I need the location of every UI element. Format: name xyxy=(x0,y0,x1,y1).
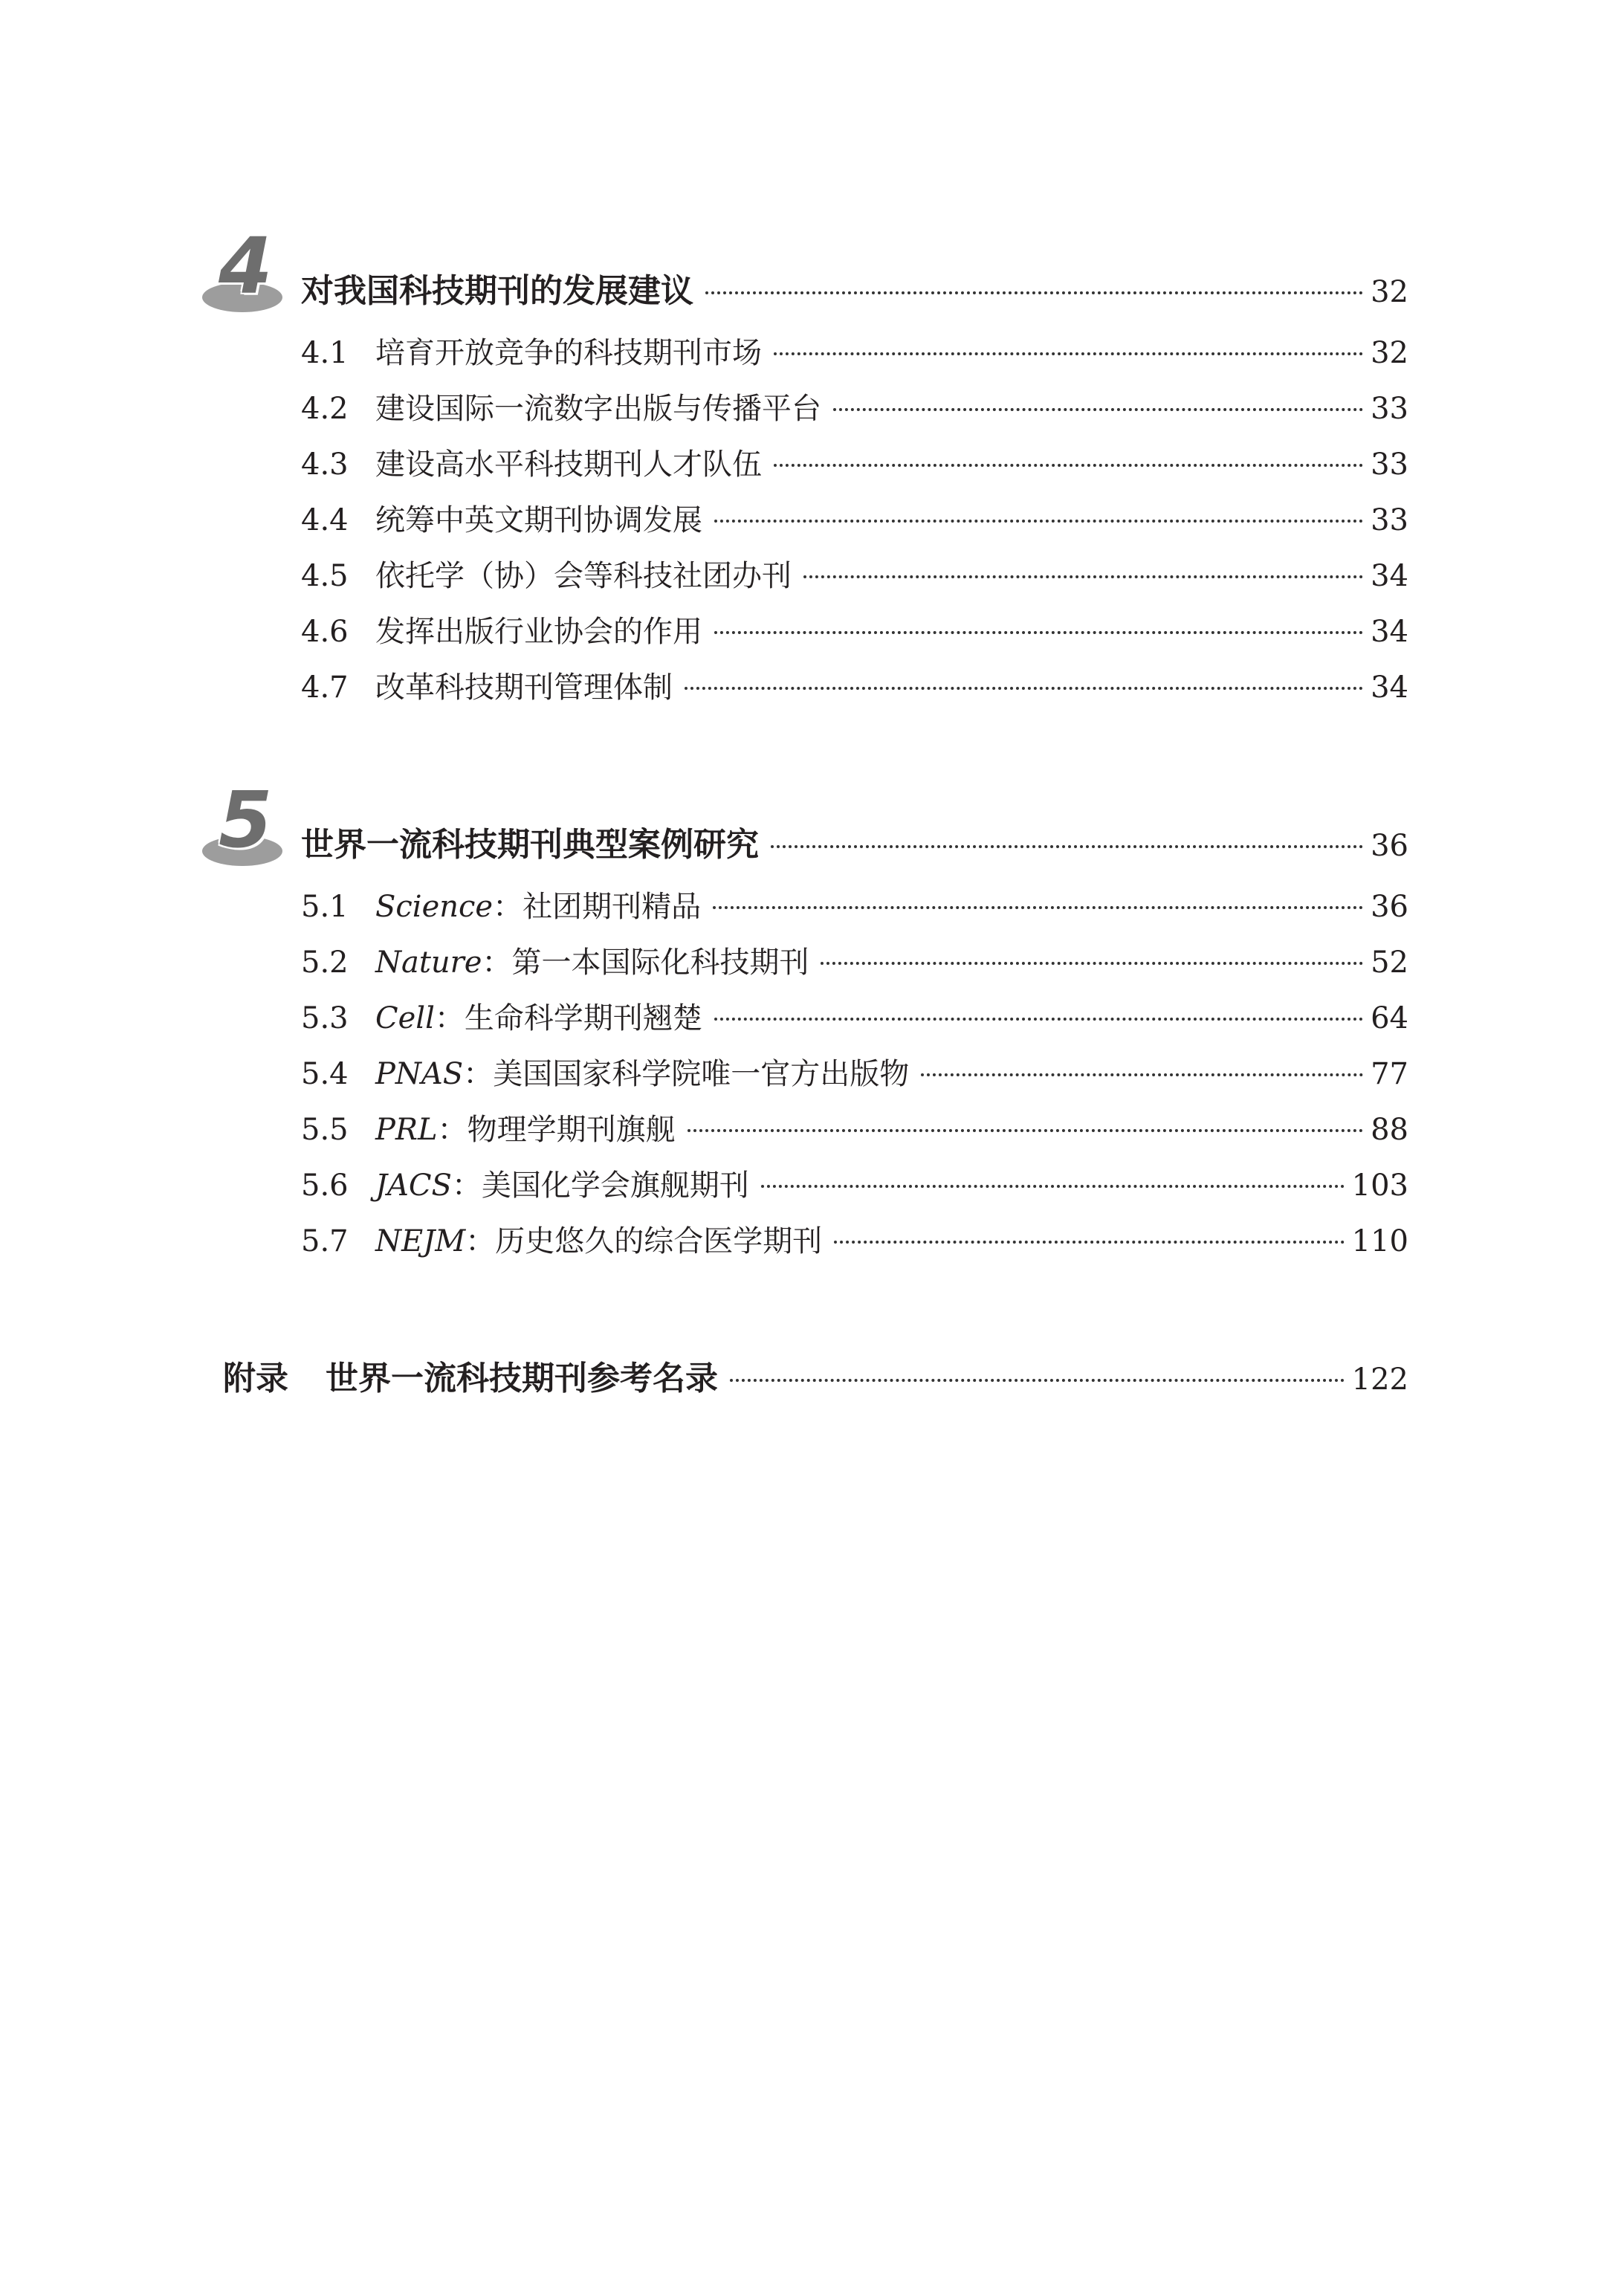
leader-dots xyxy=(714,1018,1363,1021)
section-title xyxy=(375,329,762,372)
section-title-text: ：物理学期刊旗舰 xyxy=(437,1113,676,1147)
section-title xyxy=(375,664,673,706)
section-title xyxy=(375,1106,676,1148)
section-number: 4.5 xyxy=(301,559,349,593)
page-number: 34 xyxy=(1371,615,1408,649)
appendix-label: 附录 xyxy=(223,1360,288,1397)
leader-dots xyxy=(761,1185,1345,1188)
page-number: 34 xyxy=(1371,670,1408,705)
toc-appendix-row[interactable] xyxy=(223,1351,1408,1396)
page-number: 36 xyxy=(1371,829,1408,863)
toc-section-row[interactable] xyxy=(301,441,1408,485)
section-number: 5.2 xyxy=(301,946,349,980)
section-number: 5.7 xyxy=(301,1224,349,1258)
section-title-text: ：第一本国际化科技期刊 xyxy=(482,946,809,980)
page-number: 32 xyxy=(1371,275,1408,309)
leader-dots xyxy=(714,631,1363,634)
leader-dots xyxy=(705,291,1363,294)
page-number: 103 xyxy=(1351,1169,1408,1203)
chapter-title: 世界一流科技期刊典型案例研究 xyxy=(301,826,759,864)
journal-name: NEJM xyxy=(375,1224,466,1258)
toc-section-row[interactable] xyxy=(301,329,1408,374)
toc-section-row[interactable] xyxy=(301,1218,1408,1262)
leader-dots xyxy=(834,1241,1344,1244)
journal-name: Science xyxy=(375,890,494,924)
page-number: 34 xyxy=(1371,559,1408,593)
leader-dots xyxy=(774,352,1363,355)
section-title-text: 依托学（协）会等科技社团办刊 xyxy=(375,559,792,593)
section-title-text: 建设国际一流数字出版与传播平台 xyxy=(375,392,821,426)
leader-dots xyxy=(774,464,1363,467)
section-number: 5.6 xyxy=(301,1169,349,1203)
page-number: 33 xyxy=(1371,392,1408,426)
leader-dots xyxy=(730,1379,1345,1382)
section-title-text: ：生命科学期刊翘楚 xyxy=(434,1001,702,1035)
section-title xyxy=(375,1218,822,1260)
chapter-badge xyxy=(202,775,291,872)
section-title xyxy=(375,441,762,483)
section-title xyxy=(375,1050,909,1093)
toc-section-row[interactable] xyxy=(301,385,1408,430)
leader-dots xyxy=(713,906,1363,909)
chapter-badge xyxy=(202,221,291,318)
section-title xyxy=(375,497,702,539)
chapter-title: 对我国科技期刊的发展建议 xyxy=(301,272,693,310)
section-title xyxy=(375,883,701,925)
section-title-text: 改革科技期刊管理体制 xyxy=(375,670,673,705)
section-title-text: ：美国国家科学院唯一官方出版物 xyxy=(463,1057,910,1091)
section-title-text: 统筹中英文期刊协调发展 xyxy=(375,503,702,537)
page-number: 36 xyxy=(1371,890,1408,924)
section-title-text: ：美国化学会旗舰期刊 xyxy=(451,1169,749,1203)
page-number: 33 xyxy=(1371,447,1408,482)
leader-dots xyxy=(688,1129,1364,1132)
leader-dots xyxy=(771,845,1363,848)
section-number: 4.7 xyxy=(301,670,349,705)
toc-section-row[interactable] xyxy=(301,664,1408,708)
leader-dots xyxy=(685,687,1363,690)
page-number: 64 xyxy=(1371,1001,1408,1035)
leader-dots xyxy=(714,520,1363,523)
toc-section-row[interactable] xyxy=(301,1162,1408,1206)
section-title xyxy=(375,1162,749,1204)
section-title xyxy=(375,552,792,595)
toc-section-row[interactable] xyxy=(301,1050,1408,1095)
toc-section-row[interactable] xyxy=(301,1106,1408,1151)
leader-dots xyxy=(803,575,1363,578)
journal-name: Cell xyxy=(375,1001,435,1035)
chapter-number: 4 xyxy=(219,221,273,311)
journal-name: Nature xyxy=(375,946,482,980)
page-number: 52 xyxy=(1371,946,1408,980)
toc-section-row[interactable] xyxy=(301,883,1408,928)
toc-chapter-row[interactable] xyxy=(301,818,1408,862)
section-number: 4.2 xyxy=(301,392,349,426)
page-number: 33 xyxy=(1371,503,1408,537)
toc-chapter-row[interactable] xyxy=(301,264,1408,308)
section-number: 5.3 xyxy=(301,1001,349,1035)
toc-section-row[interactable] xyxy=(301,995,1408,1039)
section-title-text: ：社团期刊精品 xyxy=(493,890,702,924)
section-number: 4.6 xyxy=(301,615,349,649)
journal-name: PNAS xyxy=(375,1057,464,1091)
toc-section-row[interactable] xyxy=(301,497,1408,541)
toc-section-row[interactable] xyxy=(301,608,1408,653)
journal-name: PRL xyxy=(375,1113,438,1147)
section-number: 4.1 xyxy=(301,336,349,370)
section-number: 5.1 xyxy=(301,890,349,924)
leader-dots xyxy=(921,1073,1363,1076)
section-title xyxy=(375,608,702,650)
section-title-text: 培育开放竞争的科技期刊市场 xyxy=(375,336,762,370)
page-number: 122 xyxy=(1351,1363,1408,1397)
journal-name: JACS xyxy=(375,1169,452,1203)
section-title-text: 建设高水平科技期刊人才队伍 xyxy=(375,447,762,482)
toc-section-row[interactable] xyxy=(301,552,1408,597)
section-number: 4.4 xyxy=(301,503,349,537)
section-number: 5.4 xyxy=(301,1057,349,1091)
section-number: 5.5 xyxy=(301,1113,349,1147)
section-title-text: 发挥出版行业协会的作用 xyxy=(375,615,702,649)
section-number: 4.3 xyxy=(301,447,349,482)
section-title-text: ：历史悠久的综合医学期刊 xyxy=(465,1224,823,1258)
page-number: 88 xyxy=(1371,1113,1408,1147)
page-number: 110 xyxy=(1351,1224,1408,1258)
section-title xyxy=(375,385,821,427)
section-title xyxy=(375,995,702,1037)
leader-dots xyxy=(821,962,1363,965)
section-title xyxy=(375,939,809,981)
page-number: 77 xyxy=(1371,1057,1408,1091)
leader-dots xyxy=(833,408,1363,411)
chapter-number: 5 xyxy=(219,775,273,865)
toc-section-row[interactable] xyxy=(301,939,1408,983)
page-number: 32 xyxy=(1371,336,1408,370)
appendix-title: 世界一流科技期刊参考名录 xyxy=(326,1360,718,1397)
